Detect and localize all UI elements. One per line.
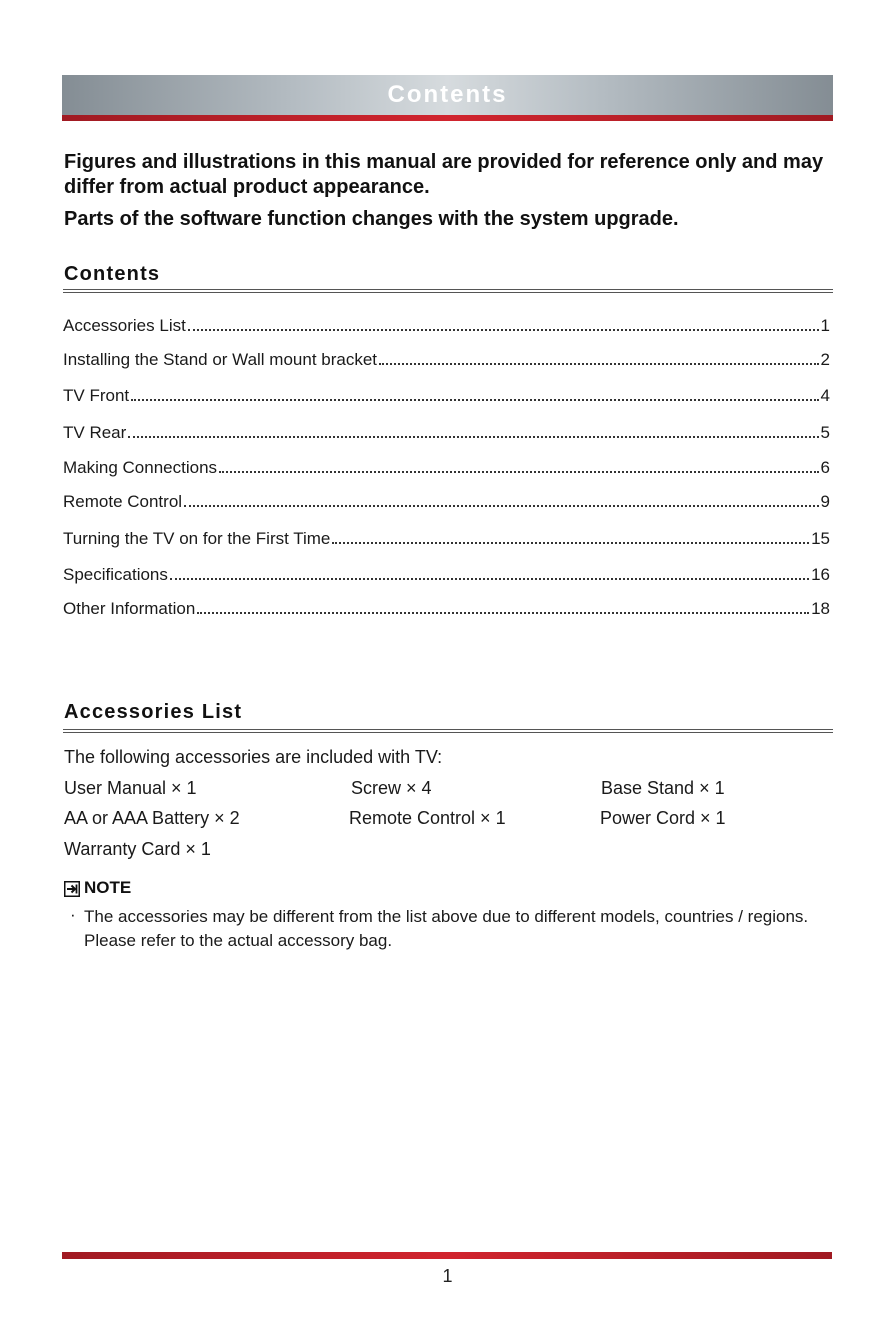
accessory-item: Power Cord × 1 [600, 808, 726, 828]
toc-entry-making-connections[interactable] [63, 456, 830, 478]
toc-entry-title: TV Front [63, 386, 130, 405]
toc-entry-title: TV Rear [63, 423, 127, 442]
toc-entry-page: 16 [811, 565, 830, 584]
header-accent-line [62, 115, 833, 121]
toc-heading: Contents [64, 263, 161, 285]
toc-entry-title: Accessories List [63, 316, 186, 335]
toc-entry-tv-rear[interactable] [63, 421, 830, 443]
toc-entry-page: 15 [811, 529, 830, 548]
accessories-heading-rule [63, 729, 833, 733]
accessory-item: User Manual × 1 [64, 778, 197, 798]
page-number: 1 [442, 1266, 453, 1286]
accessory-item: Screw × 4 [351, 778, 432, 798]
toc-leader-dots [188, 329, 819, 331]
toc-leader-dots [379, 363, 819, 365]
toc-entry-other-information[interactable] [63, 597, 830, 619]
accessory-item: AA or AAA Battery × 2 [64, 808, 240, 828]
note-bullet: · [70, 905, 76, 924]
toc-entry-page: 6 [820, 458, 830, 477]
toc-entry-page: 5 [820, 423, 830, 442]
toc-entry-page: 4 [820, 386, 830, 405]
toc-leader-dots [170, 578, 809, 580]
toc-leader-dots [197, 612, 809, 614]
toc-entry-title: Other Information [63, 599, 196, 618]
toc-entry-title: Installing the Stand or Wall mount bracket [63, 350, 378, 369]
toc-entry-title: Remote Control [63, 492, 183, 511]
disclaimer-software: Parts of the software function changes with the system upgrade. [64, 208, 679, 230]
accessory-item: Warranty Card × 1 [64, 839, 211, 859]
footer-accent-bar [62, 1252, 832, 1259]
toc-leader-dots [131, 399, 818, 401]
note-label: NOTE [84, 878, 132, 897]
disclaimer-reference: Figures and illustrations in this manual are provided for reference only and may differ from actual product appearance. [64, 151, 824, 198]
toc-entry-tv-front[interactable] [63, 384, 830, 406]
header-banner [62, 75, 833, 115]
toc-entry-page: 1 [820, 316, 830, 335]
toc-leader-dots [219, 471, 819, 473]
toc-entry-page: 2 [820, 350, 830, 369]
accessory-item: Base Stand × 1 [601, 778, 725, 798]
toc-entry-remote-control[interactable] [63, 490, 830, 512]
note-text: The accessories may be different from the list above due to different models, countries / regions. Please refer to the actual accessory bag. [84, 907, 809, 950]
toc-entry-specifications[interactable] [63, 563, 830, 585]
accessories-intro: The following accessories are included with TV: [64, 747, 443, 767]
toc-leader-dots [128, 436, 818, 438]
page-title: Contents [387, 81, 508, 108]
accessory-item: Remote Control × 1 [349, 808, 506, 828]
toc-entry-title: Making Connections [63, 458, 218, 477]
toc-entry-accessories-list[interactable] [63, 314, 830, 336]
toc-heading-rule [63, 289, 833, 293]
toc-entry-turning-tv-on[interactable] [63, 527, 830, 549]
toc-leader-dots [184, 505, 818, 507]
arrow-box-icon [64, 881, 80, 897]
toc-leader-dots [332, 542, 809, 544]
toc-entry-installing-stand[interactable] [63, 348, 830, 370]
toc-entry-title: Specifications [63, 565, 168, 584]
accessories-heading: Accessories List [64, 701, 243, 723]
toc-entry-page: 9 [820, 492, 830, 511]
toc-entry-title: Turning the TV on for the First Time [63, 529, 331, 548]
toc-entry-page: 18 [811, 599, 830, 618]
